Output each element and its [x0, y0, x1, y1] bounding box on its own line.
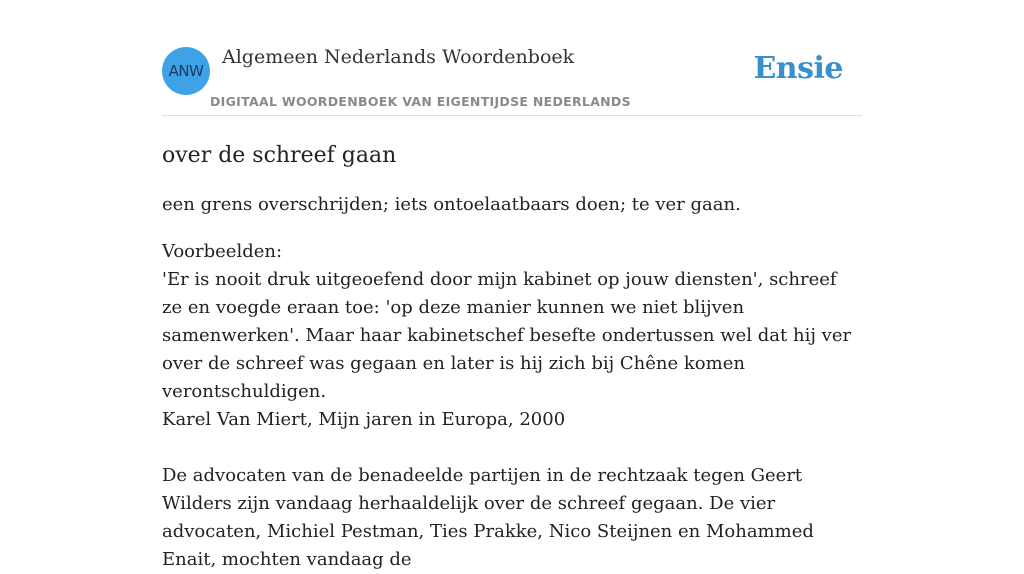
site-subtitle: DIGITAAL WOORDENBOEK VAN EIGENTIJDSE NEDERLANDS	[210, 94, 631, 109]
entry-content	[162, 141, 862, 574]
entry-title: over de schreef gaan	[162, 143, 397, 168]
examples-label: Voorbeelden:	[162, 241, 283, 262]
example-spacer	[162, 434, 862, 462]
entry-definition: een grens overschrijden; iets ontoelaatbaars doen; te ver gaan.	[162, 194, 741, 215]
anw-logo[interactable]: ANW	[162, 47, 210, 95]
example-quote-2: De advocaten van de benadeelde partijen in de rechtzaak tegen Geert Wilders zijn vandaag herhaaldelijk over de schreef gegaan. De vier advocaten, Michiel Pestman, Ties Prakke, Nico Steijnen en Mohammed Enait, mochten vandaag de	[162, 465, 814, 570]
site-header	[162, 0, 862, 116]
examples-section	[162, 238, 862, 574]
example-source-1: Karel Van Miert, Mijn jaren in Europa, 2000	[162, 409, 566, 430]
site-name[interactable]: Algemeen Nederlands Woordenboek	[222, 46, 575, 68]
example-quote-1: 'Er is nooit druk uitgeoefend door mijn kabinet op jouw diensten', schreef ze en voegde eraan toe: 'op deze manier kunnen we niet blijven samenwerken'. Maar haar kabinetschef besefte ondertussen wel dat hij ver over de schreef was gegaan en later is hij zich bij Chêne komen verontschuldigen.	[162, 269, 852, 402]
content-container	[162, 0, 862, 574]
ensie-logo-link[interactable]: Ensie	[753, 51, 843, 86]
